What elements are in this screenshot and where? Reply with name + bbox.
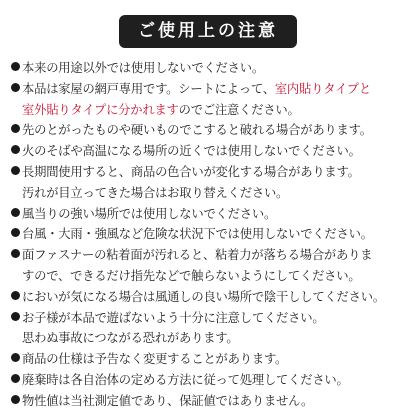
caution-text [22,58,411,79]
caution-line [22,162,411,183]
caution-segment: のでご注意ください。 [178,102,300,117]
bullet-icon [11,353,20,362]
bullet-icon [11,62,20,71]
bullet-icon [11,228,20,237]
caution-segment: 面ファスナーの粘着面が汚れると、粘着力が落ちる場合がありま [22,248,373,263]
caution-list [11,58,411,412]
caution-text [22,141,411,162]
caution-segment: 思わぬ事故につながる恐れがあります。 [22,331,239,346]
caution-text [22,349,411,370]
caution-highlight: 室内貼りタイプと [274,81,371,96]
caution-segment: 先のとがったものや硬いものでこすると破れる場合があります。 [22,123,372,138]
caution-item [11,287,411,308]
bullet-icon [11,208,20,217]
page-title: ご使用上の注意 [138,21,278,41]
bullet-icon [11,249,20,258]
bullet-icon [11,124,20,133]
caution-highlight: 室外貼りタイプに分かれます [22,102,179,117]
caution-text [22,287,411,308]
caution-segment: 本品は家屋の網戸専用です。シートによって、 [22,81,275,96]
caution-item [11,79,411,121]
caution-segment: 風当りの強い場所では使用しないでください。 [22,206,277,221]
caution-item [11,349,411,370]
caution-segment: 長期間使用すると、商品の色合いが変化する場合があります。 [22,164,360,179]
caution-text [22,224,411,245]
caution-line [22,245,411,266]
bullet-icon [11,83,20,92]
caution-text [22,79,411,121]
bullet-icon [11,145,20,154]
caution-item [11,391,411,412]
caution-item [11,308,411,350]
caution-line [22,308,411,329]
caution-text [22,120,411,141]
caution-item [11,204,411,225]
title-banner [119,15,297,48]
caution-segment: においが気になる場合は風通しの良い場所で陰干ししてください。 [22,289,385,304]
caution-item [11,120,411,141]
caution-line [22,224,411,245]
caution-item [11,141,411,162]
caution-segment: 火のそばや高温になる場所の近くでは使用しないでください。 [22,144,361,159]
caution-line [22,266,411,287]
caution-segment: お子様が本品で遊ばないよう十分に注意してください。 [22,310,325,325]
caution-line [22,370,411,391]
bullet-icon [11,166,20,175]
caution-segment: 本来の用途以外では使用しないでください。 [22,61,264,75]
caution-segment: すので、できるだけ指先などで触らないようにしてください。 [22,268,361,283]
caution-item [11,370,411,391]
caution-line [22,204,411,225]
caution-item [11,245,411,287]
caution-line [22,141,411,162]
caution-segment: 物性値は当社測定値であり、保証値ではありません。 [22,393,314,408]
caution-text [22,391,411,412]
bullet-icon [11,374,20,383]
caution-line [22,328,411,349]
caution-line [22,349,411,370]
bullet-icon [11,291,20,300]
caution-segment: 汚れが目立ってきた場合はお取り替えください。 [22,185,289,200]
caution-text [22,308,411,350]
caution-text [22,162,411,204]
caution-text [22,245,411,287]
caution-line [22,183,411,204]
caution-line [22,100,411,121]
caution-line [22,79,411,100]
caution-item [11,162,411,204]
caution-line [22,391,411,412]
caution-item [11,58,411,79]
bullet-icon [11,395,20,404]
caution-segment: 廃棄時は各自治体の定める方法に従って処理してください。 [22,372,349,387]
caution-text [22,204,411,225]
caution-line [22,287,411,308]
caution-text [22,370,411,391]
caution-segment: 台風・大雨・強風など危険な状況下では使用しないでください。 [22,227,373,242]
caution-line [22,58,411,79]
bullet-icon [11,312,20,321]
caution-item [11,224,411,245]
caution-segment: 商品の仕様は予告なく変更することがあります。 [22,352,288,367]
caution-line [22,120,411,141]
